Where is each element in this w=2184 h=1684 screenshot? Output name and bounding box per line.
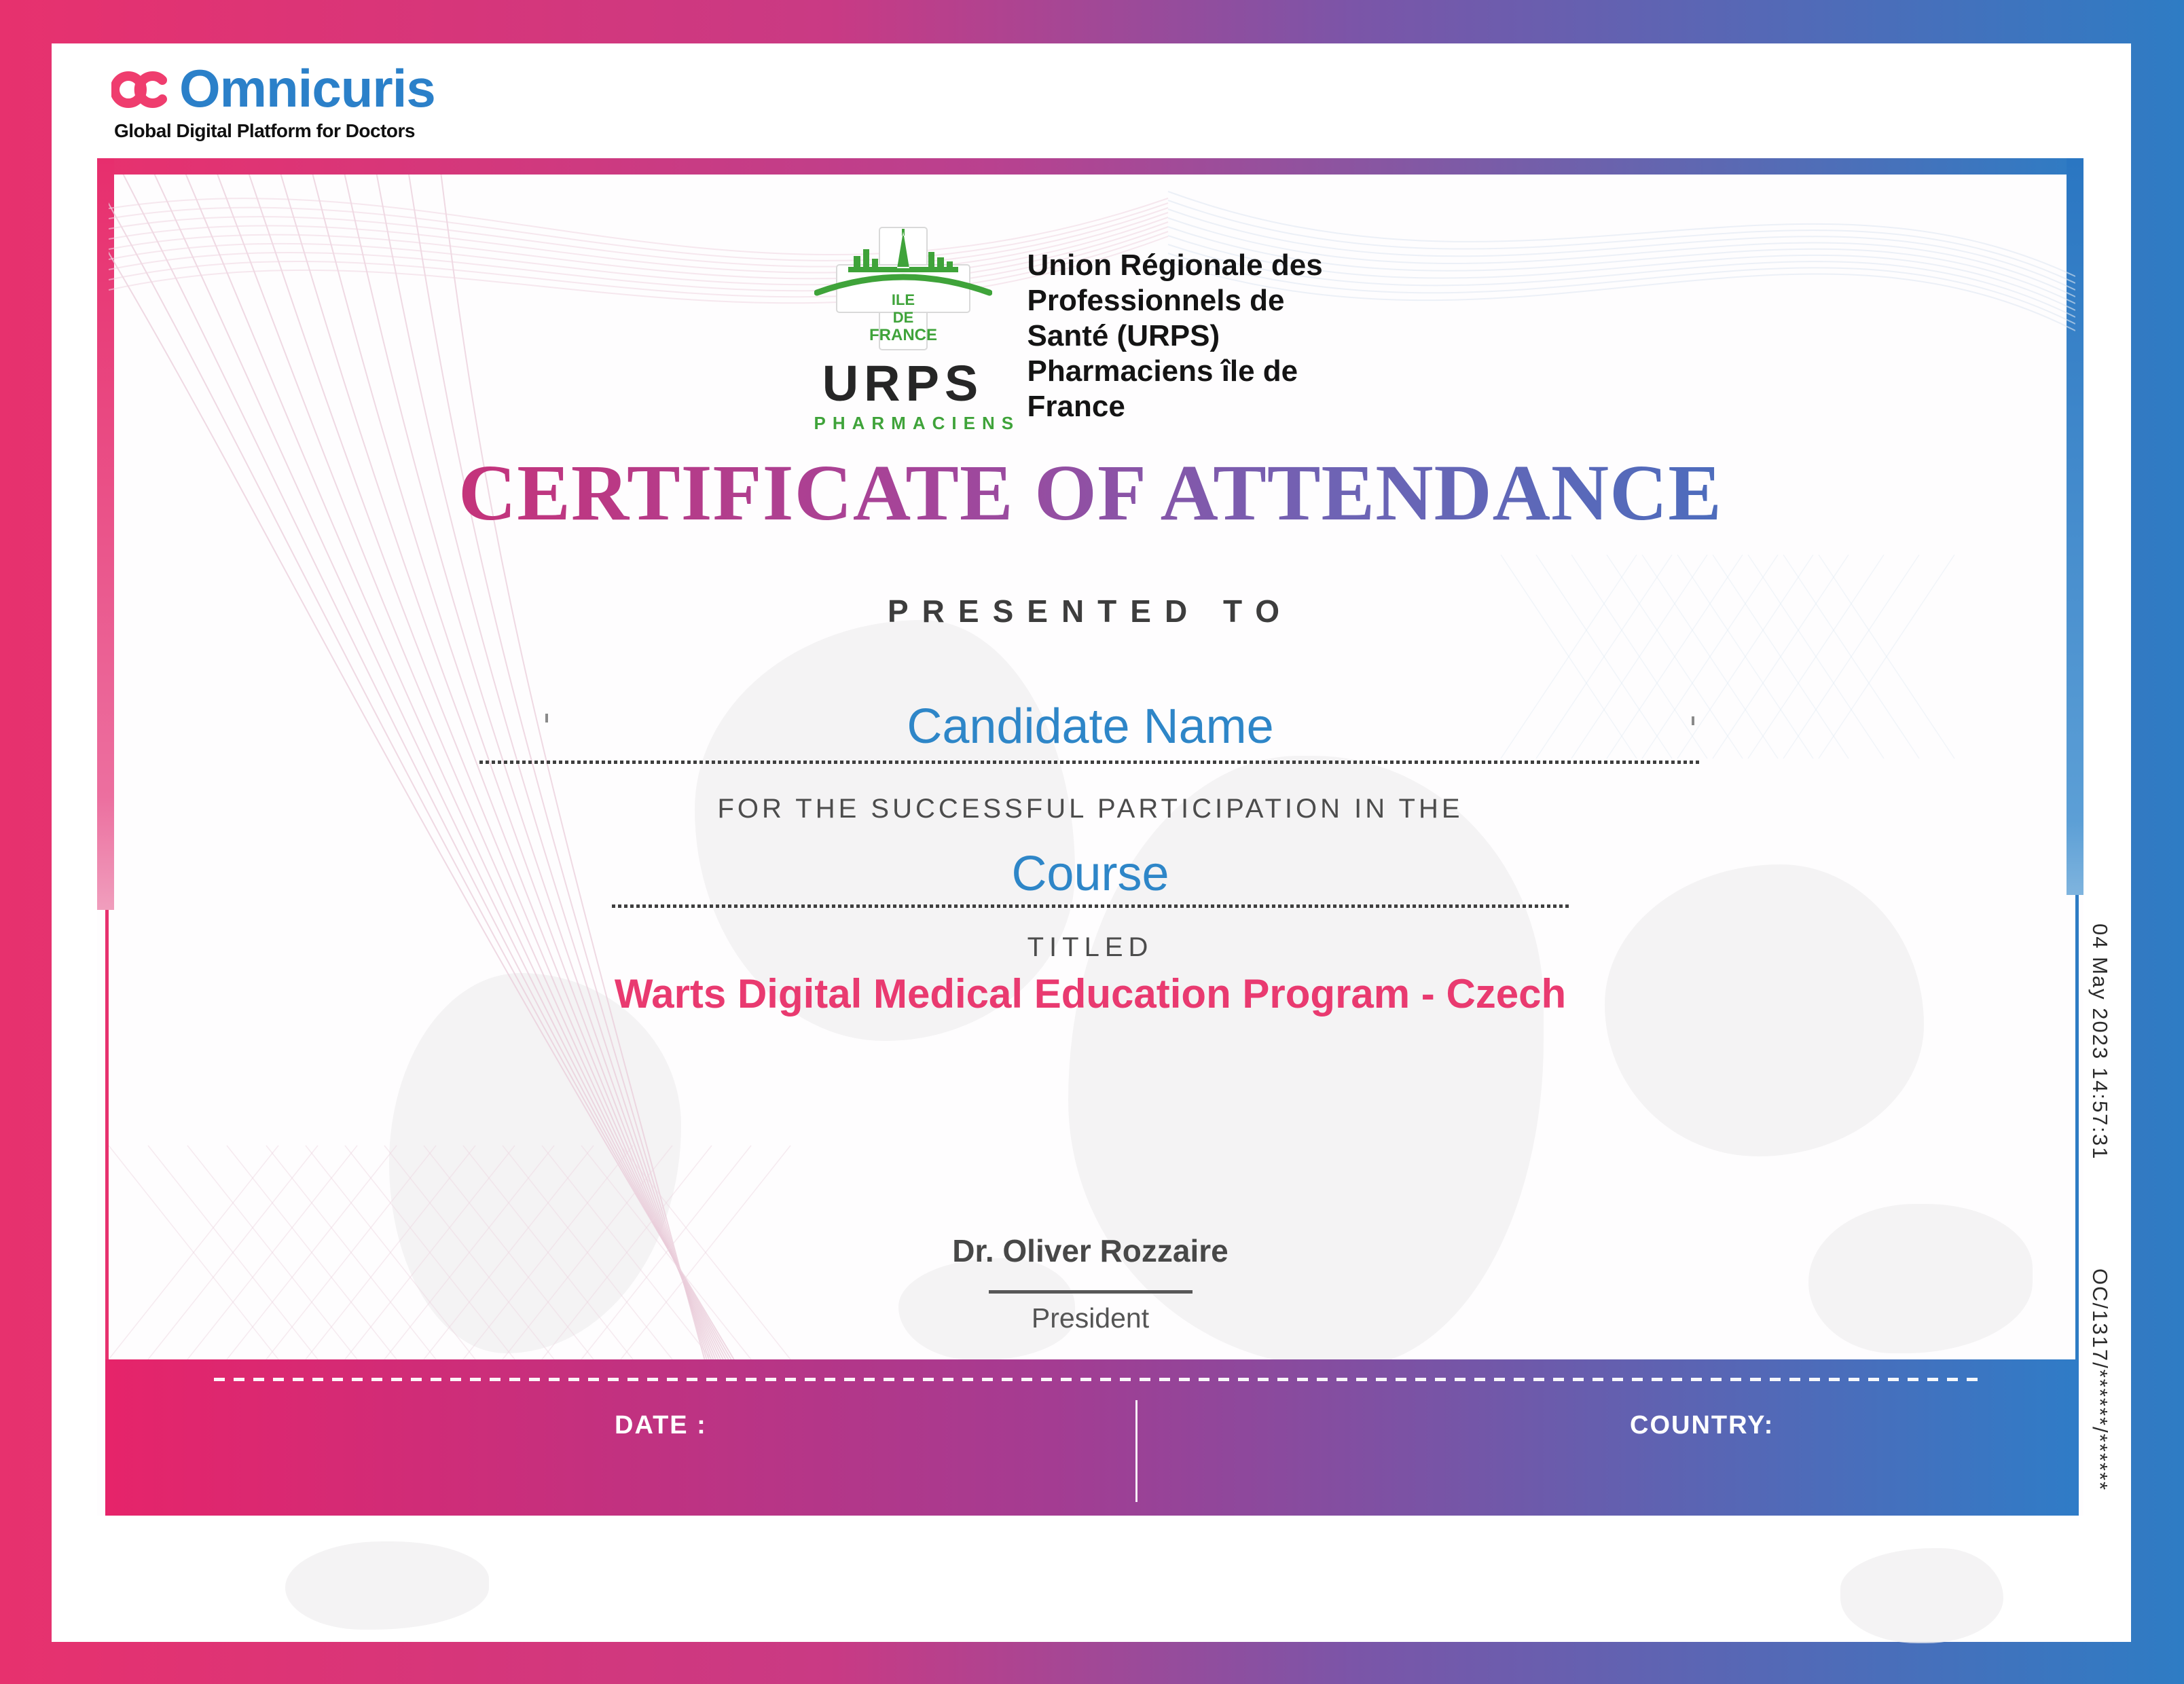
brand-name: Omnicuris bbox=[179, 58, 435, 118]
brand-tagline: Global Digital Platform for Doctors bbox=[114, 120, 415, 141]
date-label: DATE : bbox=[615, 1411, 707, 1440]
omnicuris-logo-icon bbox=[111, 62, 174, 116]
emblem-region-line2: DE bbox=[892, 309, 913, 326]
titled-label: TITLED bbox=[1027, 932, 1154, 962]
country-label: COUNTRY: bbox=[1630, 1411, 1774, 1440]
recipient-underline bbox=[479, 761, 1702, 764]
issuer-name-line: Pharmaciens île de bbox=[1027, 354, 1298, 388]
brand-header bbox=[111, 58, 435, 144]
course-name: Course bbox=[1011, 847, 1169, 901]
issuer-name bbox=[1027, 226, 1367, 424]
signatory-role: President bbox=[1031, 1302, 1150, 1334]
issuer-block bbox=[97, 226, 2083, 434]
recipient-name: Candidate Name bbox=[907, 699, 1274, 754]
map-watermark bbox=[389, 973, 681, 1353]
map-watermark bbox=[1840, 1548, 2003, 1643]
emblem-region-line3: FRANCE bbox=[869, 326, 937, 344]
footer-divider-line bbox=[1135, 1400, 1138, 1502]
course-underline bbox=[612, 904, 1569, 908]
certificate-title: CERTIFICATE OF ATTENDANCE bbox=[97, 447, 2083, 539]
urps-emblem bbox=[814, 226, 1021, 434]
certificate-footer-bar bbox=[105, 1359, 2079, 1516]
urps-cross-icon bbox=[814, 226, 992, 354]
timestamp-stamp: 04 May 2023 14:57:31 bbox=[2088, 923, 2112, 1160]
footer-dashed-line bbox=[214, 1378, 1980, 1381]
program-title: Warts Digital Medical Education Program - Czech bbox=[614, 971, 1567, 1017]
decorative-tick bbox=[545, 714, 548, 722]
issuer-name-line: Union Régionale des bbox=[1027, 249, 1323, 282]
emblem-region-line1: ILE bbox=[891, 291, 915, 308]
participation-text: FOR THE SUCCESSFUL PARTICIPATION IN THE bbox=[717, 794, 1463, 824]
decorative-tick bbox=[1692, 716, 1694, 725]
issuer-name-line: France bbox=[1027, 390, 1125, 423]
emblem-profession: PHARMACIENS bbox=[814, 413, 1021, 433]
issuer-name-line: Santé (URPS) bbox=[1027, 319, 1220, 352]
certificate-number-stamp: OC/1317/******/****** bbox=[2088, 1268, 2112, 1492]
issuer-name-line: Professionnels de bbox=[1027, 284, 1285, 317]
certificate-top-border bbox=[97, 158, 2083, 175]
certificate-card bbox=[97, 158, 2083, 1516]
signatory-name: Dr. Oliver Rozzaire bbox=[952, 1233, 1228, 1268]
presented-to-label: PRESENTED TO bbox=[888, 593, 1293, 629]
signature-line bbox=[989, 1290, 1193, 1294]
emblem-acronym: URPS bbox=[822, 355, 984, 411]
